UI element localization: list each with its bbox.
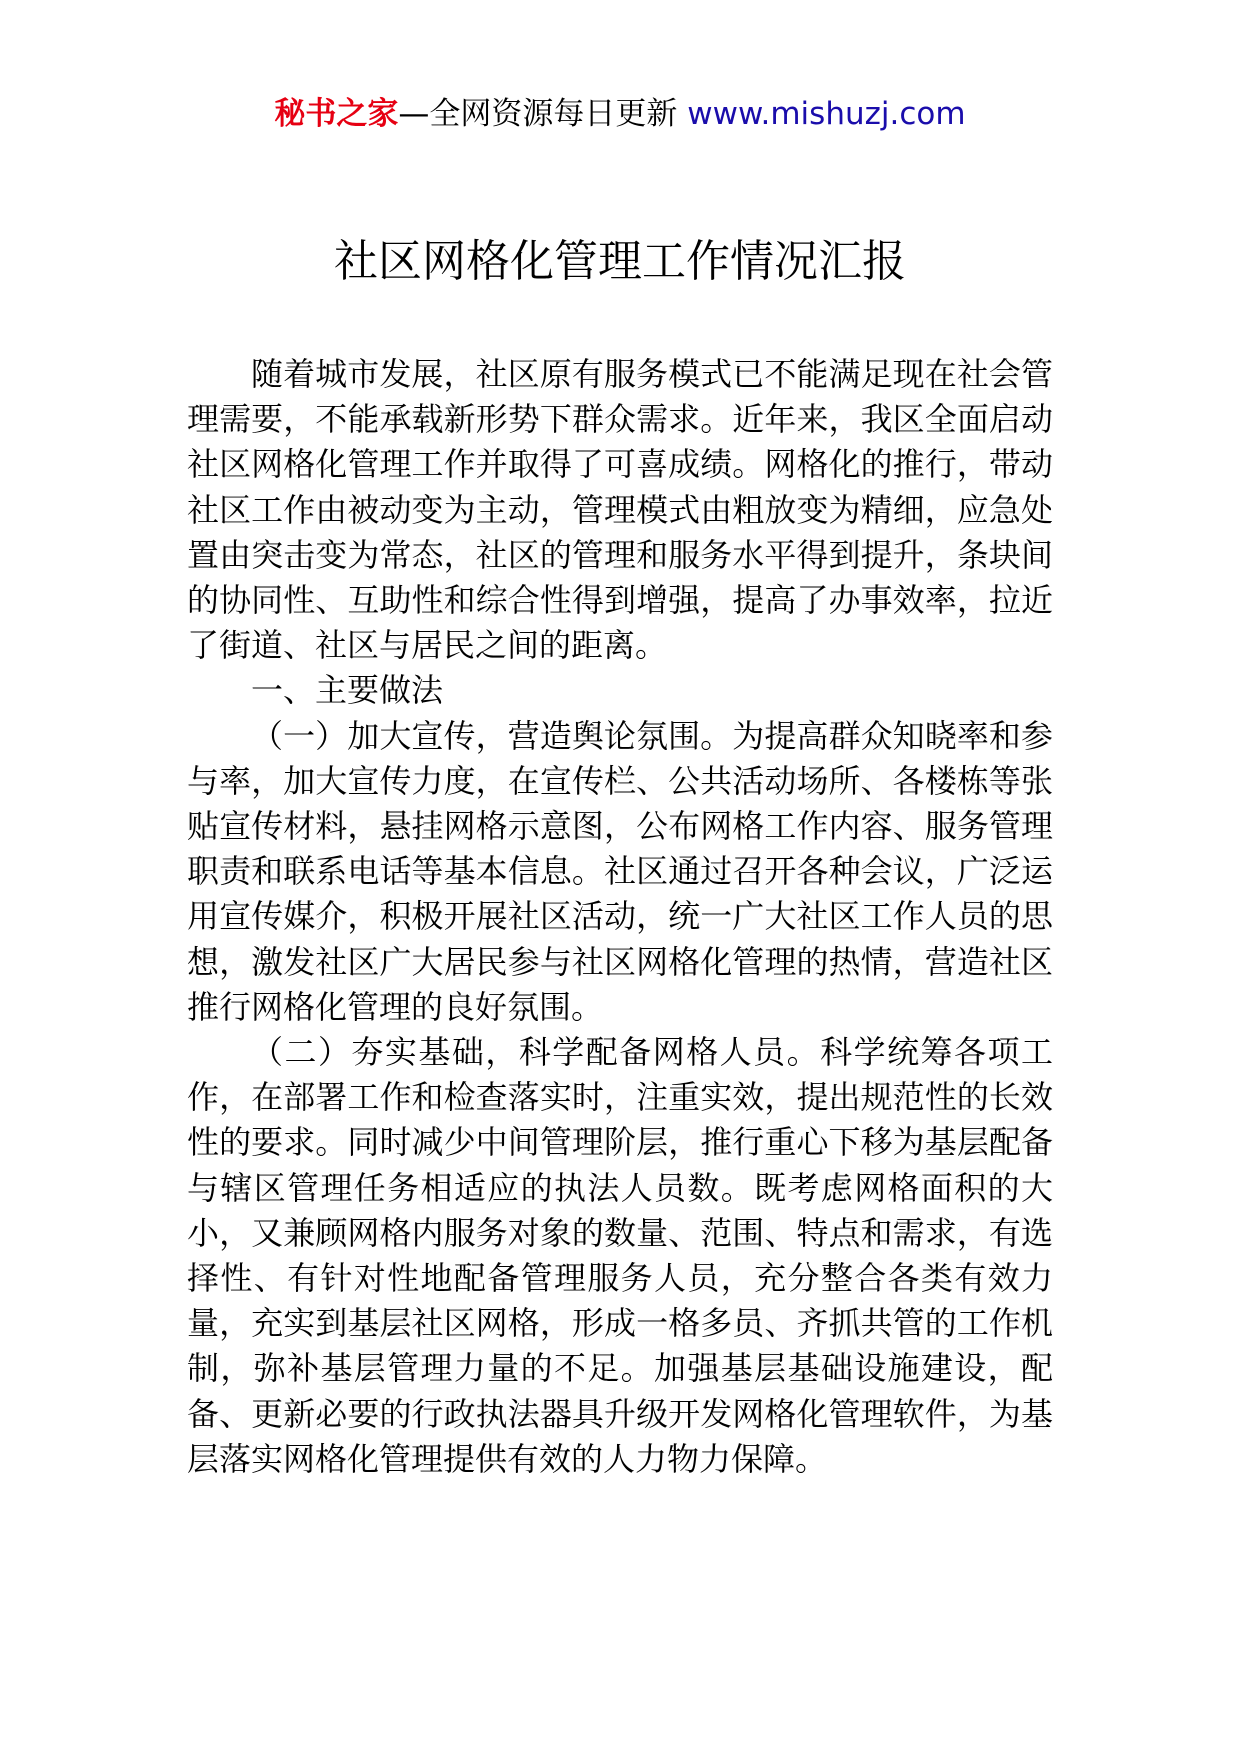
body-paragraph: （一）加大宣传，营造舆论氛围。为提高群众知晓率和参与率，加大宣传力度，在宣传栏、公共活动场所、各楼栋等张贴宣传材料，悬挂网格示意图，公布网格工作内容、服务管理职责和联系电话等基本信息。社区通过召开各种会议，广泛运用宣传媒介，积极开展社区活动，统一广大社区工作人员的思想，激发社区广大居民参与社区网格化管理的热情，营造社区推行网格化管理的良好氛围。 <box>187 716 1053 1026</box>
document-title: 社区网格化管理工作情况汇报 <box>334 236 906 287</box>
section-heading: 一、主要做法 <box>251 671 444 710</box>
site-url-link[interactable]: www.mishuzj.com <box>687 96 966 132</box>
document-body <box>187 352 1053 1482</box>
body-paragraph: （二）夯实基础，科学配备网格人员。科学统筹各项工作，在部署工作和检查落实时，注重实效，提出规范性的长效性的要求。同时减少中间管理阶层，推行重心下移为基层配备与辖区管理任务相适应的执法人员数。既考虑网格面积的大小，又兼顾网格内服务对象的数量、范围、特点和需求，有选择性、有针对性地配备管理服务人员，充分整合各类有效力量，充实到基层社区网格，形成一格多员、齐抓共管的工作机制，弥补基层管理力量的不足。加强基层基础设施建设，配备、更新必要的行政执法器具升级开发网格化管理软件，为基层落实网格化管理提供有效的人力物力保障。 <box>187 1033 1053 1478</box>
banner-tagline: —全网资源每日更新 <box>398 96 678 132</box>
site-banner <box>0 92 1240 136</box>
brand-name: 秘书之家 <box>274 96 399 132</box>
intro-paragraph: 随着城市发展，社区原有服务模式已不能满足现在社会管理需要，不能承载新形势下群众需求。近年来，我区全面启动社区网格化管理工作并取得了可喜成绩。网格化的推行，带动社区工作由被动变为主动，管理模式由粗放变为精细，应急处置由突击变为常态，社区的管理和服务水平得到提升，条块间的协同性、互助性和综合性得到增强，提高了办事效率，拉近了街道、社区与居民之间的距离。 <box>187 355 1053 665</box>
